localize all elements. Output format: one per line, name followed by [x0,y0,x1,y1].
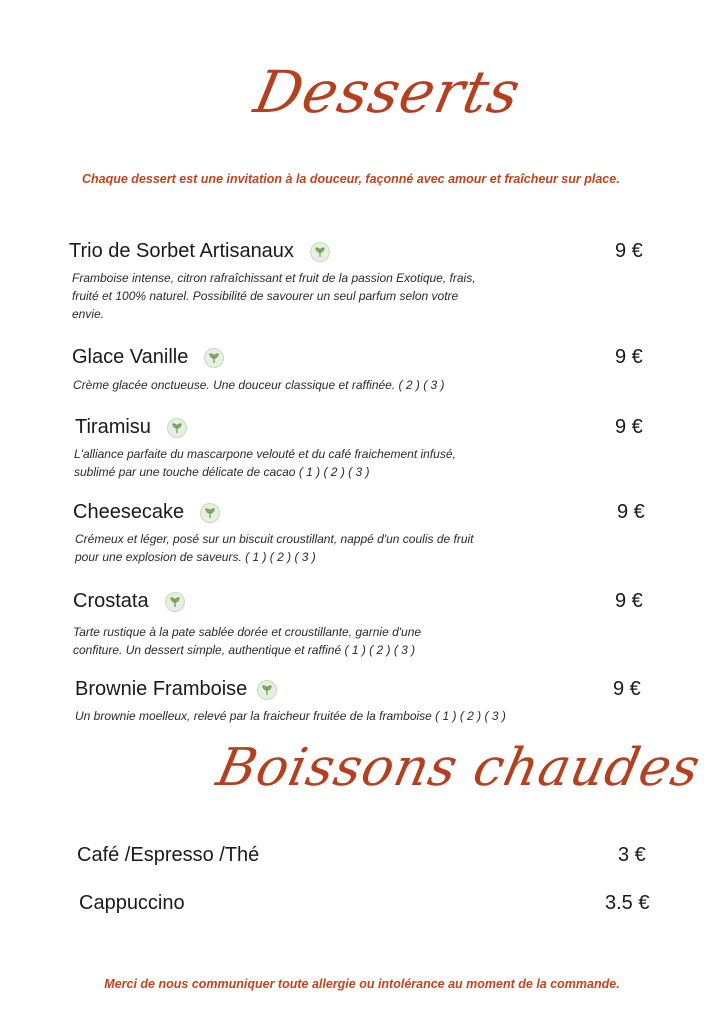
item-price: 9 € [615,240,643,262]
item-label: Café /Espresso /Thé [77,844,260,866]
item-name [75,416,187,439]
item-name [79,892,185,915]
item-price: 9 € [615,346,643,368]
item-name [75,678,277,701]
leaf-icon [310,242,330,262]
item-price: 9 € [617,501,645,523]
item-price: 3.5 € [605,892,650,914]
item-label: Brownie Framboise [75,678,248,700]
leaf-icon [200,503,220,523]
item-description: Tarte rustique à la pate sablée dorée et croustillante, garnie d'une confiture. Un dessert simple, authentique et raffiné ( 1 ) ( 2 ) ( 3 ) [73,625,422,657]
leaf-icon [257,680,277,700]
item-label: Glace Vanille [72,346,189,368]
item-description: Un brownie moelleux, relevé par la fraicheur fruitée de la framboise ( 1 ) ( 2 ) ( 3 ) [75,709,506,723]
item-label: Crostata [73,590,149,612]
leaf-icon [165,592,185,612]
item-name [73,590,185,613]
item-price: 9 € [613,678,641,700]
item-description: Framboise intense, citron rafraîchissant et fruit de la passion Exotique, frais, fruité et 100% naturel. Possibilité de savourer un seul parfum selon votre envie. [72,271,476,321]
leaf-icon [167,418,187,438]
item-label: Trio de Sorbet Artisanaux [69,240,294,262]
item-name [69,240,330,263]
item-description: Crémeux et léger, posé sur un biscuit croustillant, nappé d'un coulis de fruit pour une explosion de saveurs. ( 1 ) ( 2 ) ( 3 ) [75,532,474,564]
allergy-notice: Merci de nous communiquer toute allergie ou intolérance au moment de la commande. [104,977,620,991]
desserts-intro: Chaque dessert est une invitation à la douceur, façonné avec amour et fraîcheur sur place. [82,172,620,186]
item-price: 9 € [615,416,643,438]
item-label: Tiramisu [75,416,151,438]
boissons-title: Boissons chaudes [211,738,706,798]
item-description: L'alliance parfaite du mascarpone velouté et du café fraichement infusé, sublimé par une touche délicate de cacao ( 1 ) ( 2 ) ( 3 ) [74,447,456,479]
item-price: 3 € [618,844,646,866]
desserts-title: Desserts [248,58,527,126]
item-description: Crème glacée onctueuse. Une douceur classique et raffinée. ( 2 ) ( 3 ) [73,378,445,392]
item-name [73,501,220,524]
item-price: 9 € [615,590,643,612]
item-name [77,844,259,867]
item-label: Cappuccino [79,892,185,914]
item-name [72,346,224,369]
leaf-icon [204,348,224,368]
item-label: Cheesecake [73,501,185,523]
